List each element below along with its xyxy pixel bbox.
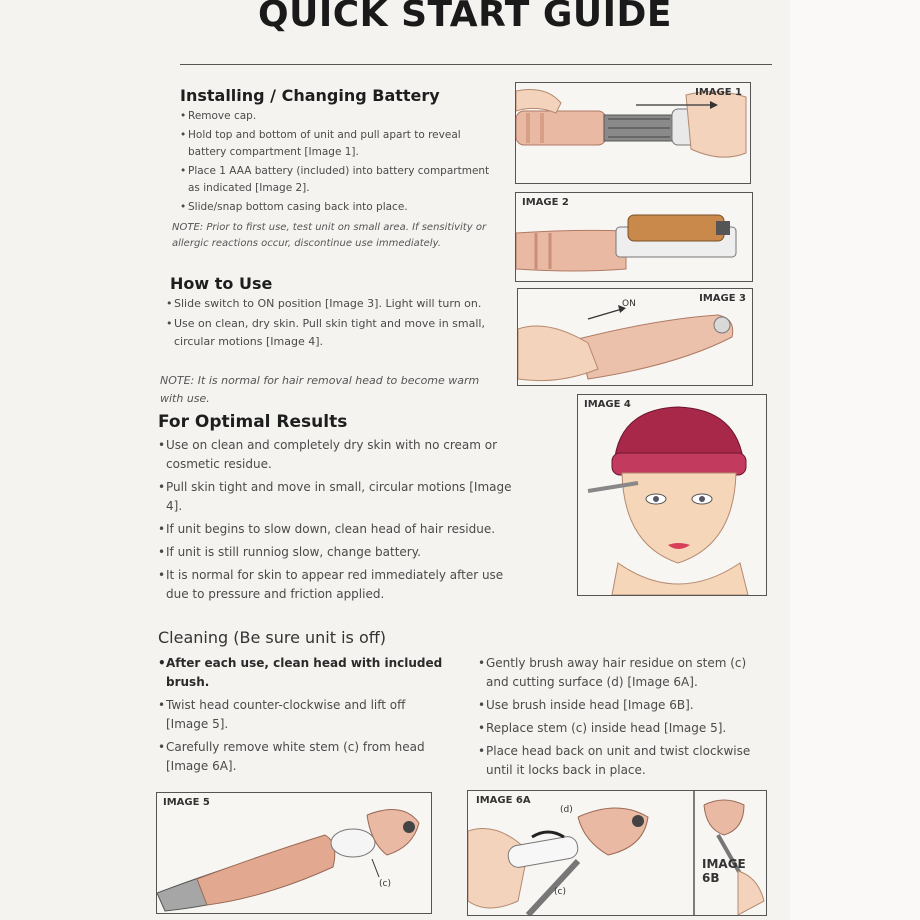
howto-list <box>166 295 486 353</box>
list-item: • Pull skin tight and move in small, circular motions [Image 4]. <box>158 478 518 516</box>
list-item: • Remove cap. <box>180 108 500 125</box>
image-3-illustration <box>517 288 753 386</box>
list-item: • It is normal for skin to appear red immediately after use due to pressure and friction applied. <box>158 566 518 604</box>
face-illustration <box>578 395 766 595</box>
image-1-label: IMAGE 1 <box>695 87 742 98</box>
page-title: QUICK START GUIDE <box>258 0 672 35</box>
image-6b-label-line2: 6B <box>702 871 720 885</box>
list-item: • Use on clean, dry skin. Pull skin tight and move in small, circular motions [Image 4]. <box>166 315 486 351</box>
list-item: • Slide/snap bottom casing back into place. <box>180 199 500 216</box>
cleaning-brush-illustration <box>468 791 766 915</box>
list-item: • Use on clean and completely dry skin with no cream or cosmetic residue. <box>158 436 518 474</box>
list-item: • If unit begins to slow down, clean head of hair residue. <box>158 520 518 539</box>
image-2-label: IMAGE 2 <box>522 197 569 208</box>
list-item: • Carefully remove white stem (c) from head [Image 6A]. <box>158 738 448 776</box>
list-item: • Hold top and bottom of unit and pull apart to reveal battery compartment [Image 1]. <box>180 127 500 161</box>
image-1-illustration <box>515 82 751 184</box>
list-item: • Use brush inside head [Image 6B]. <box>478 696 768 715</box>
title-divider <box>180 64 772 65</box>
list-item: • Place 1 AAA battery (included) into battery compartment as indicated [Image 2]. <box>180 163 500 197</box>
battery-heading: Installing / Changing Battery <box>180 86 440 105</box>
list-item: • If unit is still runniog slow, change battery. <box>158 543 518 562</box>
image-6b-label <box>702 857 746 885</box>
cleaning-list-left <box>158 654 448 780</box>
image-6b-label-line1: IMAGE <box>702 857 746 871</box>
image-4-label: IMAGE 4 <box>584 399 631 410</box>
optimal-heading: For Optimal Results <box>158 412 348 432</box>
image-6a-d-label: (d) <box>560 805 573 815</box>
list-item: • Replace stem (c) inside head [Image 5]. <box>478 719 768 738</box>
optimal-list <box>158 436 518 608</box>
list-item: • Slide switch to ON position [Image 3]. Light will turn on. <box>166 295 486 313</box>
list-item: • Twist head counter-clockwise and lift off [Image 5]. <box>158 696 448 734</box>
cleaning-heading: Cleaning (Be sure unit is off) <box>158 628 387 647</box>
battery-note: NOTE: Prior to first use, test unit on small area. If sensitivity or allergic reactions occur, discontinue use immediately. <box>172 222 487 249</box>
page-margin <box>790 0 920 920</box>
list-item: • After each use, clean head with included brush. <box>158 654 448 692</box>
image-6a-label: IMAGE 6A <box>476 795 531 806</box>
image-2-illustration <box>515 192 753 282</box>
image-3-label: IMAGE 3 <box>699 293 746 304</box>
howto-note: NOTE: It is normal for hair removal head to become warm with use. <box>160 374 480 405</box>
list-item: • Place head back on unit and twist clockwise until it locks back in place. <box>478 742 768 780</box>
howto-heading: How to Use <box>170 274 273 293</box>
image-6a-c-label: (c) <box>554 887 566 897</box>
image-6-illustration <box>467 790 767 916</box>
image-3-on-label: ON <box>622 299 636 309</box>
image-5-c-label: (c) <box>379 879 391 889</box>
image-4-illustration <box>577 394 767 596</box>
device-open-illustration <box>516 83 750 183</box>
list-item: • Gently brush away hair residue on stem (c) and cutting surface (d) [Image 6A]. <box>478 654 768 692</box>
image-5-illustration <box>156 792 432 914</box>
battery-list <box>180 108 500 218</box>
cleaning-list-right <box>478 654 768 784</box>
image-5-label: IMAGE 5 <box>163 797 210 808</box>
head-removed-illustration <box>157 793 431 913</box>
